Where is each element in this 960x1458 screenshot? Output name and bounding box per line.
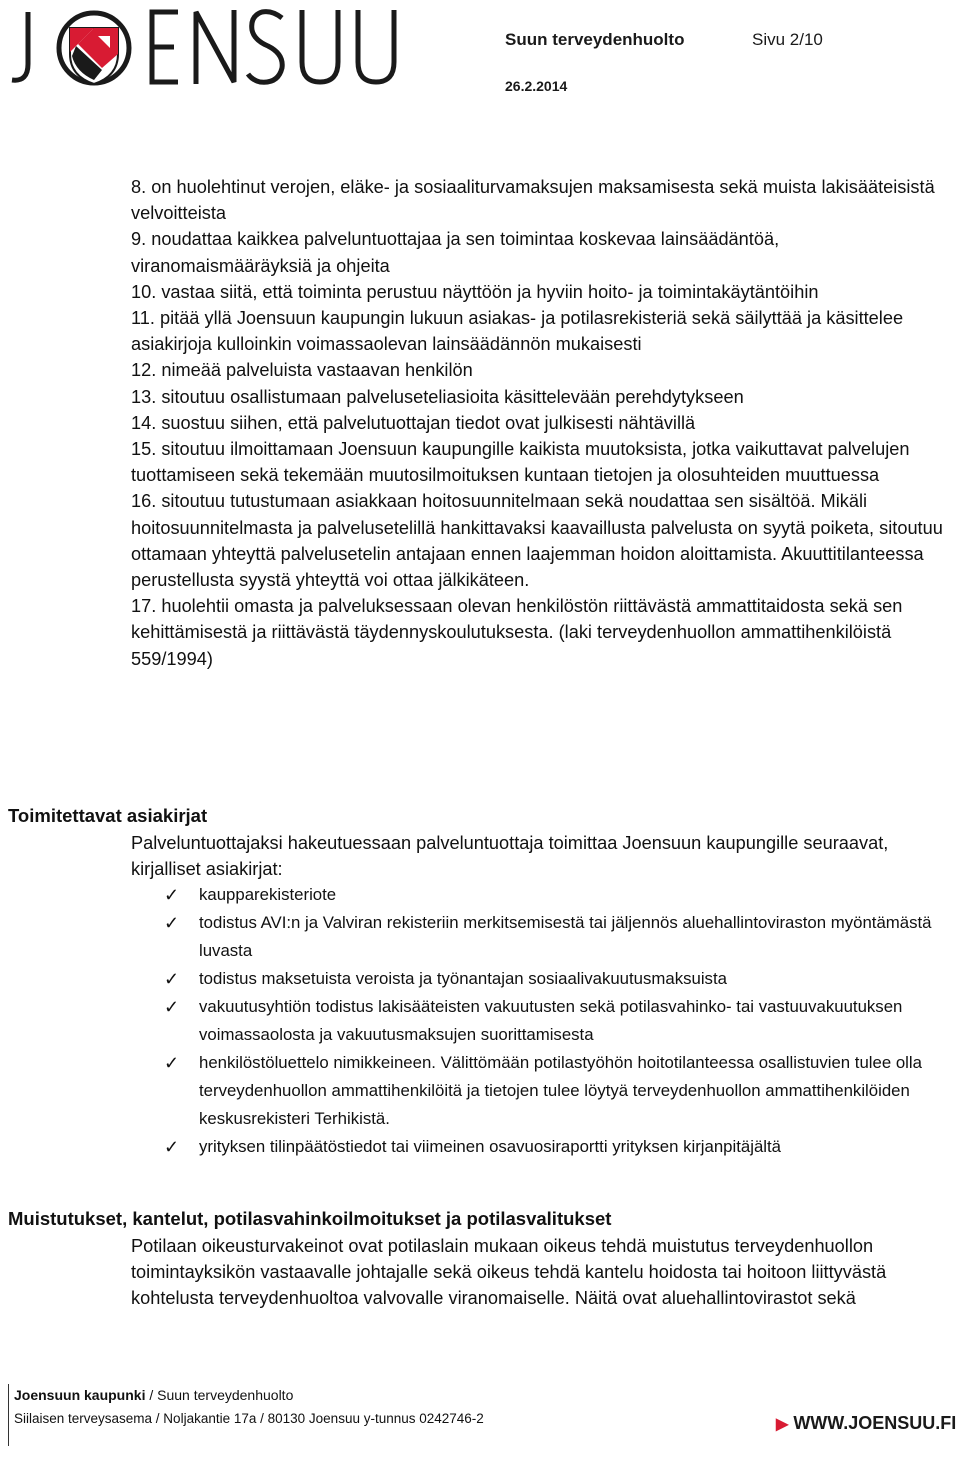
- list-item: 9. noudattaa kaikkea palveluntuottajaa ja sen toimintaa koskevaa lainsäädäntöä, viranomaismääräyksiä ja ohjeita: [131, 229, 780, 276]
- footer-org: Joensuun kaupunki: [14, 1387, 146, 1403]
- list-item: 8. on huolehtinut verojen, eläke- ja sosiaaliturvamaksujen maksamisesta sekä muista lakisääteisistä velvoitteista: [131, 177, 935, 224]
- footer-unit: Suun terveydenhuolto: [157, 1387, 294, 1403]
- list-item: 10. vastaa siitä, että toiminta perustuu näyttöön ja hyviin hoito- ja toimintakäytäntöihin: [131, 281, 819, 302]
- list-item: 15. sitoutuu ilmoittamaan Joensuun kaupungille kaikista muutoksista, jotka vaikuttavat palvelujen tuottamiseen sekä tekemään muutosilmoituksen kuntaan tietojen ja olosuhteiden muuttuessa: [131, 439, 910, 486]
- arrow-icon: ▶: [776, 1415, 789, 1433]
- header-department: Suun terveydenhuolto: [505, 30, 685, 49]
- check-icon: ✓: [164, 997, 180, 1017]
- section-heading-documents: Toimitettavat asiakirjat: [8, 805, 208, 826]
- complaints-text: Potilaan oikeusturvakeinot ovat potilaslain mukaan oikeus tehdä muistutus terveydenhuollon toimintayksikön vastaavalle johtajalle sekä oikeus tehdä kantelu hoidosta tai hoitoon liittyvästä kohtelusta terveydenhuoltoa valvovalle viranomaiselle. Näitä ovat aluehallintovirastot sekä: [131, 1236, 887, 1308]
- section-heading-complaints: Muistutukset, kantelut, potilasvahinkoilmoitukset ja potilasvalitukset: [8, 1208, 612, 1229]
- check-icon: ✓: [164, 969, 180, 989]
- check-icon: ✓: [164, 913, 180, 933]
- website-text: WWW.JOENSUU.FI: [793, 1413, 957, 1433]
- checklist-item: ✓ yrityksen tilinpäätöstiedot tai viimeinen osavuosiraportti yrityksen kirjanpitäjältä: [164, 1133, 954, 1161]
- document-date: 26.2.2014: [505, 78, 568, 94]
- footer-separator: /: [145, 1387, 158, 1403]
- joensuu-logo: [6, 6, 426, 93]
- checklist-item: ✓ todistus maksetuista veroista ja työnantajan sosiaalivakuutusmaksuista: [164, 965, 954, 993]
- check-icon: ✓: [164, 1053, 180, 1073]
- list-item: 16. sitoutuu tutustumaan asiakkaan hoitosuunnitelmaan sekä noudattaa sen sisältöä. Mikäli hoitosuunnitelmasta ja palvelusetelillä hankittavaksi kaavaillusta palvelusta on syytä poiketa, sitoutuu ottamaan yhteyttä palvelusetelin antajaan ennen laajemman hoidon aloittamista. Akuuttitilanteessa perustellusta syystä yhteyttä voi ottaa jälkikäteen.: [131, 491, 943, 591]
- checklist-item: ✓ vakuutusyhtiön todistus lakisääteisten vakuutusten sekä potilasvahinko- tai vastuuvakuutuksen voimassaolosta ja vakuutusmaksujen suorittamisesta: [164, 993, 954, 1049]
- documents-checklist: [164, 881, 954, 1161]
- check-icon: ✓: [164, 885, 180, 905]
- checklist-item: ✓ kaupparekisteriote: [164, 881, 954, 909]
- footer-address: Siilaisen terveysasema / Noljakantie 17a / 80130 Joensuu y-tunnus 0242746-2: [14, 1411, 484, 1426]
- obligations-list: [131, 174, 951, 672]
- check-icon: ✓: [164, 1137, 180, 1157]
- page-number: Sivu 2/10: [752, 30, 823, 49]
- list-item: 12. nimeää palveluista vastaavan henkilön: [131, 360, 473, 381]
- list-item: 11. pitää yllä Joensuun kaupungin lukuun asiakas- ja potilasrekisteriä sekä säilyttää ja käsittelee asiakirjoja kulloinkin voimassaolevan lainsäädännön mukaisesti: [131, 308, 904, 355]
- checklist-item: ✓ henkilöstöluettelo nimikkeineen. Välittömään potilastyöhön hoitotilanteessa osallistuvien tulee olla terveydenhuollon ammattihenkilöitä ja tietojen tulee löytyä terveydenhuollon ammattihenkilöiden keskusrekisteri Terhikistä.: [164, 1049, 954, 1133]
- footer-divider: [8, 1384, 9, 1446]
- documents-intro: Palveluntuottajaksi hakeutuessaan palveluntuottaja toimittaa Joensuun kaupungille seuraavat, kirjalliset asiakirjat:: [131, 833, 889, 879]
- list-item: 17. huolehtii omasta ja palveluksessaan olevan henkilöstön riittävästä ammattitaidosta sekä sen kehittämisestä ja riittävästä täydennyskoulutuksesta. (laki terveydenhuollon ammattihenkilöistä 559/1994): [131, 596, 903, 669]
- list-item: 14. suostuu siihen, että palvelutuottajan tiedot ovat julkisesti nähtävillä: [131, 412, 696, 433]
- footer-org-line: [14, 1387, 293, 1403]
- list-item: 13. sitoutuu osallistumaan palveluseteliasioita käsittelevään perehdytykseen: [131, 386, 744, 407]
- website-link[interactable]: [776, 1413, 956, 1434]
- checklist-item: ✓ todistus AVI:n ja Valviran rekisteriin merkitsemisestä tai jäljennös aluehallintoviraston myöntämästä luvasta: [164, 909, 954, 965]
